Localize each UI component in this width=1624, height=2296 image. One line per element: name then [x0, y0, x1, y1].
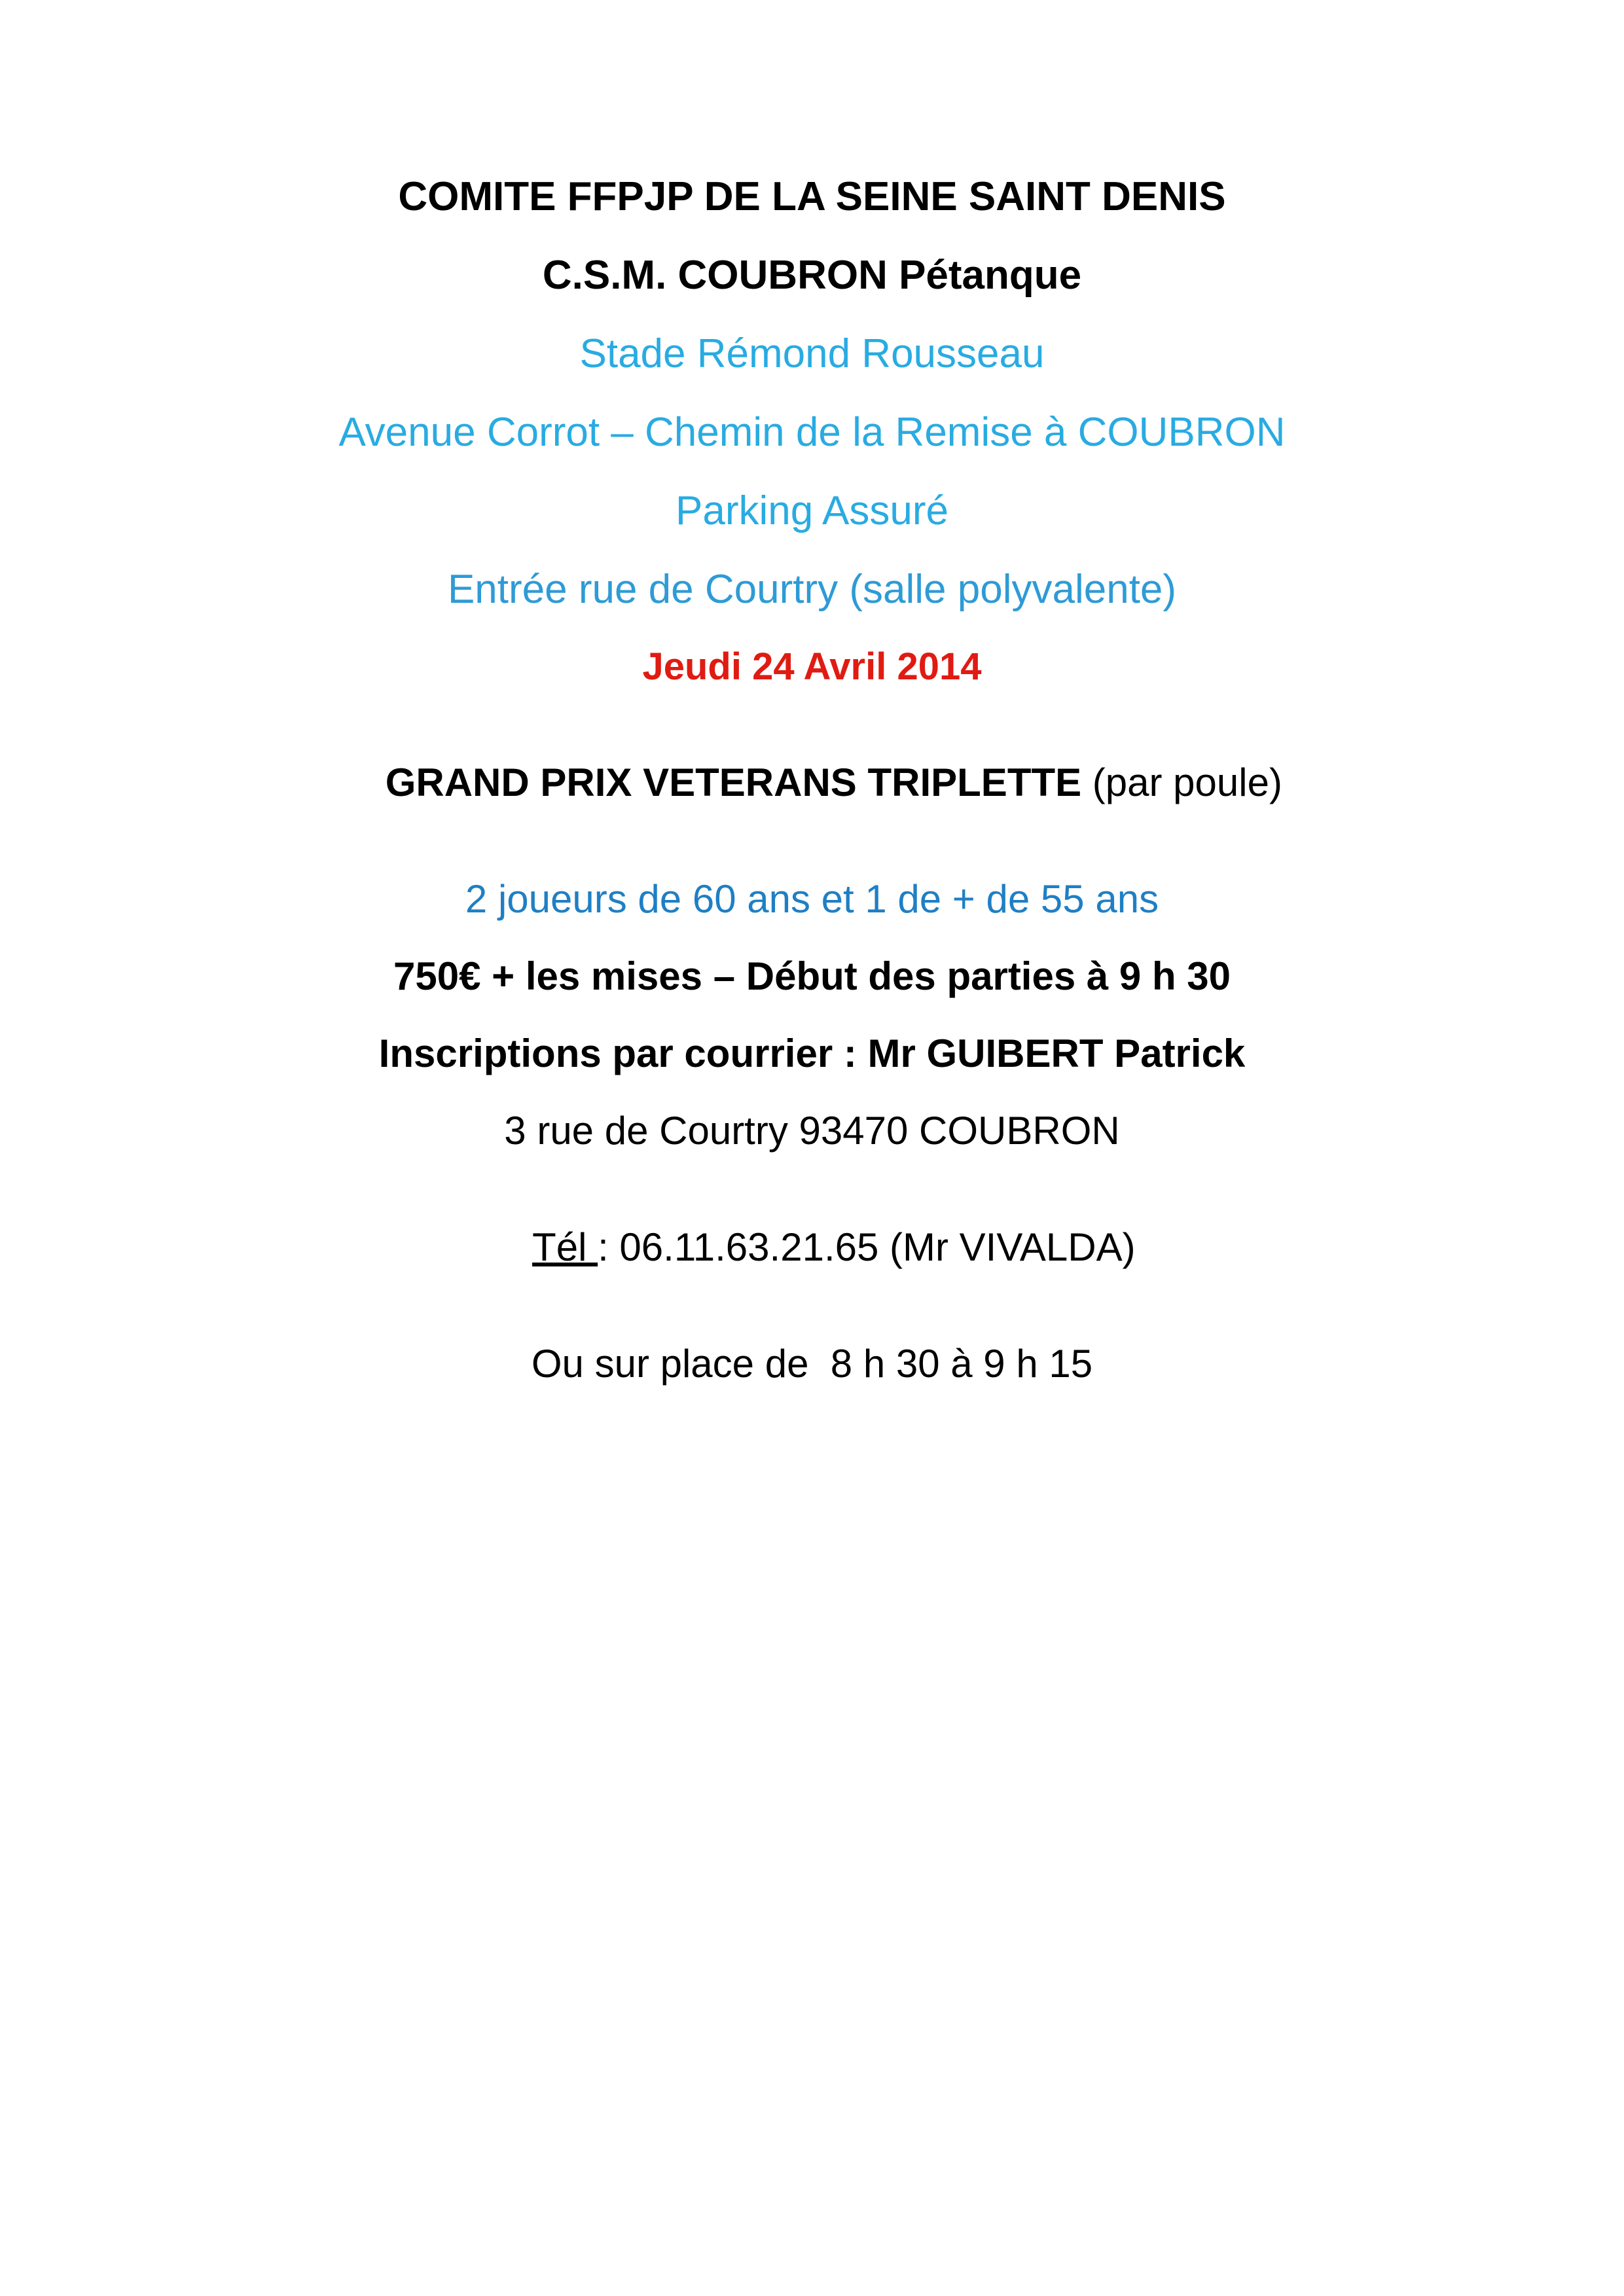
club-heading: C.S.M. COUBRON Pétanque — [542, 253, 1082, 298]
event-title-suffix: (par poule) — [1081, 761, 1282, 804]
phone-row — [118, 1189, 1506, 1344]
committee-heading: COMITE FFPJP DE LA SEINE SAINT DENIS — [398, 174, 1226, 219]
phone-value: : 06.11.63.21.65 (Mr VIVALDA) — [598, 1225, 1136, 1269]
entrance-note: Entrée rue de Courtry (salle polyvalente) — [447, 567, 1177, 612]
mailing-address: 3 rue de Courtry 93470 COUBRON — [504, 1109, 1120, 1153]
registration-info: Inscriptions par courrier : Mr GUIBERT Patrick — [378, 1031, 1246, 1075]
event-date: Jeudi 24 Avril 2014 — [642, 645, 982, 688]
phone-label: Tél — [532, 1225, 598, 1269]
parking-note: Parking Assuré — [676, 488, 948, 533]
event-title-row — [118, 724, 1506, 880]
venue-address: Avenue Corrot – Chemin de la Remise à COUBRON — [338, 410, 1286, 455]
prize-info: 750€ + les mises – Début des parties à 9 h 30 — [393, 954, 1231, 998]
event-title: GRAND PRIX VETERANS TRIPLETTE — [385, 761, 1082, 804]
eligibility-note: 2 joueurs de 60 ans et 1 de + de 55 ans — [465, 877, 1159, 921]
stadium-name: Stade Rémond Rousseau — [579, 331, 1045, 376]
onsite-registration: Ou sur place de 8 h 30 à 9 h 15 — [531, 1342, 1093, 1386]
